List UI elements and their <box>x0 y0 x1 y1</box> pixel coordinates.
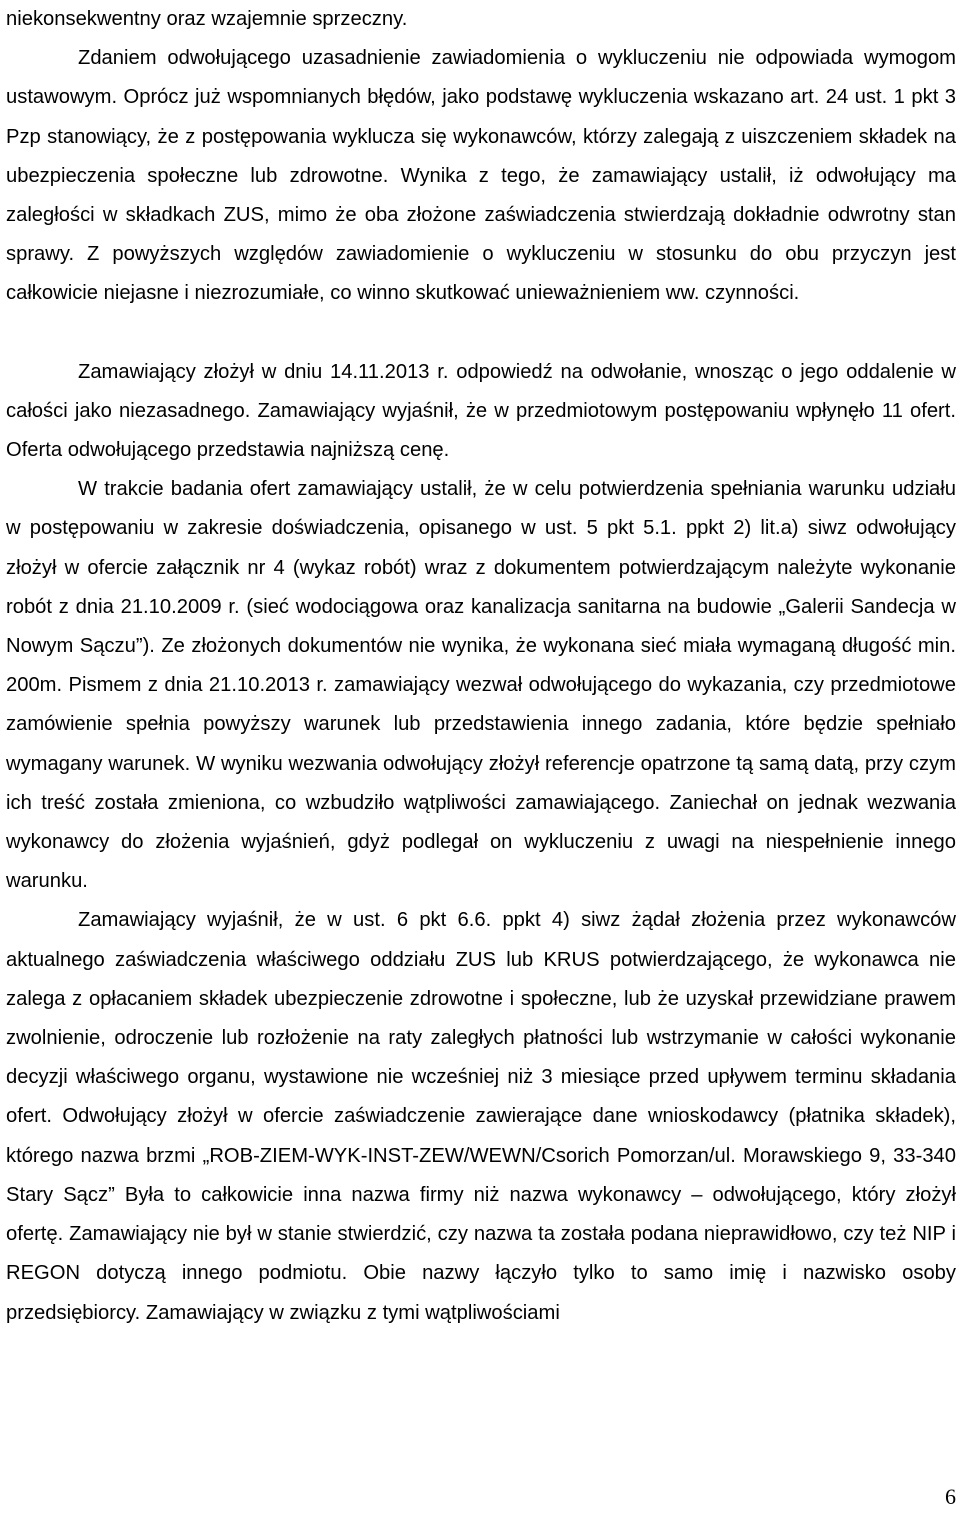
paragraph-offer-examination: W trakcie badania ofert zamawiający ustalił, że w celu potwierdzenia spełniania warunku udziału w postępowaniu w zakresie doświadczenia, opisanego w ust. 5 pkt 5.1. ppkt 2) lit.a) siwz odwołujący złożył w ofercie załącznik nr 4 (wykaz robót) wraz z dokumentem potwierdzającym należyte wykonanie robót z dnia 21.10.2009 r. (sieć wodociągowa oraz kanalizacja sanitarna na budowie „Galerii Sandecja w Nowym Sączu”). Ze złożonych dokumentów nie wynika, że wykonana sieć miała wymaganą długość min. 200m. Pismem z dnia 21.10.2013 r. zamawiający wezwał odwołującego do wykazania, czy przedmiotowe zamówienie spełnia powyższy warunek lub przedstawienia innego zadania, które będzie spełniało wymagany warunek. W wyniku wezwania odwołujący złożył referencje opatrzone tą samą datą, przy czym ich treść została zmieniona, co wzbudziło wątpliwości zamawiającego. Zaniechał on jednak wezwania wykonawcy do złożenia wyjaśnień, gdyż podlegał on wykluczeniu z uwagi na niespełnienie innego warunku. <box>6 478 956 893</box>
paragraph-response-filed: Zamawiający złożył w dniu 14.11.2013 r. odpowiedź na odwołanie, wnosząc o jego oddalenie w całości jako niezasadnego. Zamawiający wyjaśnił, że w przedmiotowym postępowaniu wpłynęło 11 ofert. Oferta odwołującego przedstawia najniższą cenę. <box>6 360 956 462</box>
paragraph-appellant-argument: Zdaniem odwołującego uzasadnienie zawiadomienia o wykluczeniu nie odpowiada wymogom ustawowym. Oprócz już wspomnianych błędów, jako podstawę wykluczenia wskazano art. 24 ust. 1 pkt 3 Pzp stanowiący, że z postępowania wyklucza się wykonawców, którzy zalegają z uiszczeniem składek na ubezpieczenia społeczne lub zdrowotne. Wynika z tego, że zamawiający ustalił, iż odwołujący ma zaległości w składkach ZUS, mimo że oba złożone zaświadczenia stwierdzają dokładnie odwrotny stan sprawy. Z powyższych względów zawiadomienie o wykluczeniu w stosunku do obu przyczyn jest całkowicie niejasne i niezrozumiałe, co winno skutkować unieważnieniem ww. czynności. <box>6 47 956 305</box>
document-body <box>6 0 956 1333</box>
page-number: 6 <box>945 1484 956 1509</box>
paragraph-zus-certificate: Zamawiający wyjaśnił, że w ust. 6 pkt 6.6. ppkt 4) siwz żądał złożenia przez wykonawców aktualnego zaświadczenia właściwego oddziału ZUS lub KRUS potwierdzającego, że wykonawca nie zalega z opłacaniem składek ubezpieczenie zdrowotne i społeczne, lub że uzyskał przewidziane prawem zwolnienie, odroczenie lub rozłożenie na raty zaległych płatności lub wstrzymanie w całości wykonanie decyzji właściwego organu, wystawione nie wcześniej niż 3 miesiące przed upływem terminu składania ofert. Odwołujący złożył w ofercie zaświadczenie zawierające dane wnioskodawcy (płatnika składek), którego nazwa brzmi „ROB-ZIEM-WYK-INST-ZEW/WEWN/Csorich Pomorzan/ul. Morawskiego 9, 33-340 Stary Sącz” Była to całkowicie inna nazwa firmy niż nazwa wykonawcy – odwołującego, który złożył ofertę. Zamawiający nie był w stanie stwierdzić, czy nazwa ta została podana nieprawidłowo, czy też NIP i REGON dotyczą innego podmiotu. Obie nazwy łączyło tylko to samo imię i nazwisko osoby przedsiębiorcy. Zamawiający w związku z tymi wątpliwościami <box>6 909 956 1324</box>
paragraph-continuation: niekonsekwentny oraz wzajemnie sprzeczny. <box>6 8 408 30</box>
